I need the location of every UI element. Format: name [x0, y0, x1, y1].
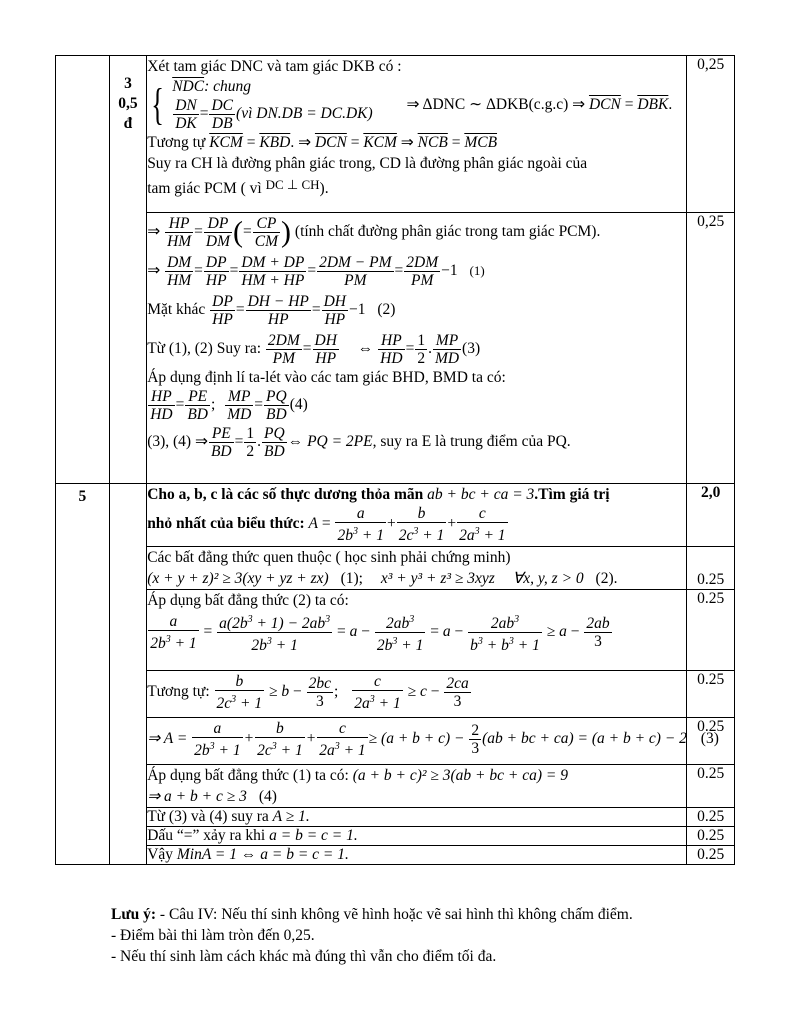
similarity-conclusion: ⇒ ΔDNC ∼ ΔDKB(c.g.c) ⇒: [406, 96, 589, 113]
q5-row2: [56, 590, 735, 671]
q4-p1-tuongtu: Tương tự $\overline{KCM} = \overline{KBD}$. ⇒ $\overline{DCN} = \overline{KCM}$ ⇒ $\overline{NCB} = \overline{MCB}$: [147, 134, 498, 151]
q5-r7-score: 0.25: [687, 827, 735, 846]
q5-r6-score: 0.25: [687, 808, 735, 827]
q4-p1-score: 0,25: [687, 56, 735, 213]
q4-p2-apdung: Áp dụng định lí ta-lét vào các tam giác BHD, BMD ta có:: [147, 369, 506, 386]
q5-row7: Dấu “=” xảy ra khi a = b = c = 1. 0.25: [56, 827, 735, 846]
q5-r8-score: 0.25: [687, 846, 735, 865]
q4-p2-eq-c: Mặt khác $\frac{DP}{HP}$ = $\frac{DH - HP}{HP}$ = $\frac{DH}{HP}$ −1 (2): [147, 293, 396, 328]
vi-note: (vì DN.DB = DC.DK): [236, 105, 373, 123]
q5-r4-score: 0.25: [687, 718, 735, 765]
q5-r5-line2: ⇒ a + b + c ≥ 3 (4): [147, 788, 277, 805]
q4-p1-content: [147, 56, 687, 213]
q5-r2-line1: Áp dụng bất đẳng thức (2) ta có:: [147, 592, 349, 609]
q4-p2-eq-a: ⇒ $\frac{HP}{HM}$ = $\frac{DP}{DM}$ (= $\frac{CP}{CM}$ ) (tính chất đường phân giác trong tam giác PCM).: [147, 215, 601, 250]
question-cell: [56, 56, 110, 484]
q5-stmt-line2: nhỏ nhất của biểu thức: A = $\frac{a}{2b^3 + 1}$ + $\frac{b}{2c^3 + 1}$ + $\frac{c}{2a^3 + 1}$: [147, 505, 506, 545]
angle-ndc: $\overline{NDC}$: [172, 78, 205, 95]
note-line-2: - Điểm bài thi làm tròn đến 0,25.: [111, 927, 315, 944]
left-brace: {: [151, 79, 165, 129]
q5-r1-line1: Các bất đẳng thức quen thuộc ( học sinh phải chứng minh): [147, 549, 511, 566]
angle-dbk: $\overline{DBK}$: [637, 96, 669, 113]
q4-part3-row1: [56, 56, 735, 213]
frac-dn-dk: $\frac{DN}{DK}$: [175, 97, 197, 132]
q4-p2-eq-f: (3), (4) ⇒ $\frac{PE}{BD}$ = $\frac{1}{2}$ . $\frac{PQ}{BD}$ ⇔ PQ = 2PE, suy ra E là trung điểm của PQ.: [147, 425, 571, 460]
q4-p1-suy1: Suy ra CH là đường phân giác trong, CD là đường phân giác ngoài của: [147, 155, 588, 172]
q4-p2-eq-d: Từ (1), (2) Suy ra: $\frac{2DM}{PM}$ = $\frac{DH}{HP}$ ⇔ $\frac{HP}{HD}$ = $\frac{1}{2}$ . $\frac{MP}{MD}$ (3): [147, 332, 481, 367]
q5-row4: [56, 718, 735, 765]
q5-r3-line: Tương tự: $\frac{b}{2c^3 + 1}$ ≥ b − $\frac{2bc}{3}$ ; $\frac{c}{2a^3 + 1}$ ≥ c − $\frac{2ca}{3}$: [147, 673, 469, 713]
frac-dc-db: $\frac{DC}{DB}$: [211, 97, 234, 132]
q4-p2-eq-b: ⇒ $\frac{DM}{HM}$ = $\frac{DP}{HP}$ = $\frac{DM + DP}{HM + HP}$ = $\frac{2DM - PM}{PM}$ = $\frac{2DM}{PM}$ −1 (1): [147, 254, 485, 289]
q5-r3-score: 0.25: [687, 671, 735, 718]
notes-section: [111, 904, 751, 967]
part-points: 0,5 đ: [118, 95, 138, 132]
q5-statement: [147, 484, 687, 547]
q5-r5-score: 0.25: [687, 765, 735, 808]
part-cell: [109, 56, 146, 484]
answer-key-page: [55, 55, 735, 865]
q4-p1-line1: Xét tam giác DNC và tam giác DKB có :: [147, 58, 402, 75]
q5-total-score: 2,0: [687, 484, 735, 547]
q4-p2-eq-e: $\frac{HP}{HD}$ = $\frac{PE}{BD}$ ; $\frac{MP}{MD}$ = $\frac{PQ}{BD}$ (4): [150, 388, 308, 423]
part-number: 3: [124, 75, 132, 92]
q5-r1-line2: (x + y + z)² ≥ 3(xy + yz + zx) (1); x³ + y³ + z³ ≥ 3xyz ∀x, y, z > 0 (2).: [147, 570, 618, 587]
q5-r1-score: 0.25: [687, 547, 735, 590]
q4-p2-score: 0,25: [687, 213, 735, 484]
q4-p1-suy2: tam giác PCM ( vì $^{DC \perp CH}$).: [147, 177, 329, 197]
q5-row3: [56, 671, 735, 718]
q5-r2-line2: $\frac{a}{2b^3 + 1}$ = $\frac{a(2b^3 + 1) - 2ab^3}{2b^3 + 1}$ = a − $\frac{2ab^3}{2b^3 + 1}$ = a − $\frac{2ab^3}{b^3 + b^3 + 1}$ ≥ a − $\frac{2ab}{3}$: [147, 611, 686, 654]
note-line-3: - Nếu thí sinh làm cách khác mà đúng thì vẫn cho điểm tối đa.: [111, 948, 497, 965]
q5-stmt-line1: Cho a, b, c là các số thực dương thỏa mãn ab + bc + ca = 3.Tìm giá trị: [147, 486, 610, 503]
q5-number-cell: 5: [56, 484, 110, 865]
q5-part-cell: [109, 484, 146, 865]
q5-row8: Vậy MinA = 1 ⇔ a = b = c = 1. 0.25: [56, 846, 735, 865]
note-line-1: Lưu ý: - Câu IV: Nếu thí sinh không vẽ hình hoặc vẽ sai hình thì không chấm điểm.: [111, 906, 633, 923]
q5-r4-line: ⇒ A = $\frac{a}{2b^3 + 1}$ + $\frac{b}{2c^3 + 1}$ + $\frac{c}{2a^3 + 1}$ ≥ (a + b + c) − $\frac{2}{3}$ (ab + bc + ca) = (a + b + c) − 2 (3): [147, 720, 719, 760]
grading-table: [55, 55, 735, 865]
q5-row1: [56, 547, 735, 590]
tinh-chat-note: (tính chất đường phân giác trong tam giác PCM).: [294, 223, 601, 241]
q5-header-row: [56, 484, 735, 547]
chung-text: : chung: [204, 78, 251, 95]
q5-r5-line1: Áp dụng bất đẳng thức (1) ta có: (a + b + c)² ≥ 3(ab + bc + ca) = 9: [147, 767, 568, 784]
q5-r2-score: 0.25: [687, 590, 735, 671]
q4-part3-row2: [56, 213, 735, 484]
q5-row6: Từ (3) và (4) suy ra A ≥ 1. 0.25: [56, 808, 735, 827]
q4-p2-content: [147, 213, 687, 484]
q5-row5: [56, 765, 735, 808]
angle-dcn: $\overline{DCN}$: [588, 96, 621, 113]
q4-p1-system: { $\overline{NDC}$: chung $\frac{DN}{DK}$ = $\frac{DC}{DB}$ (vì DN.DB = DC.DK) ⇒ ΔDNC ∼ ΔDKB(c.g.c) ⇒ $\overline{DCN} = \overline{DBK}$.: [151, 78, 673, 132]
